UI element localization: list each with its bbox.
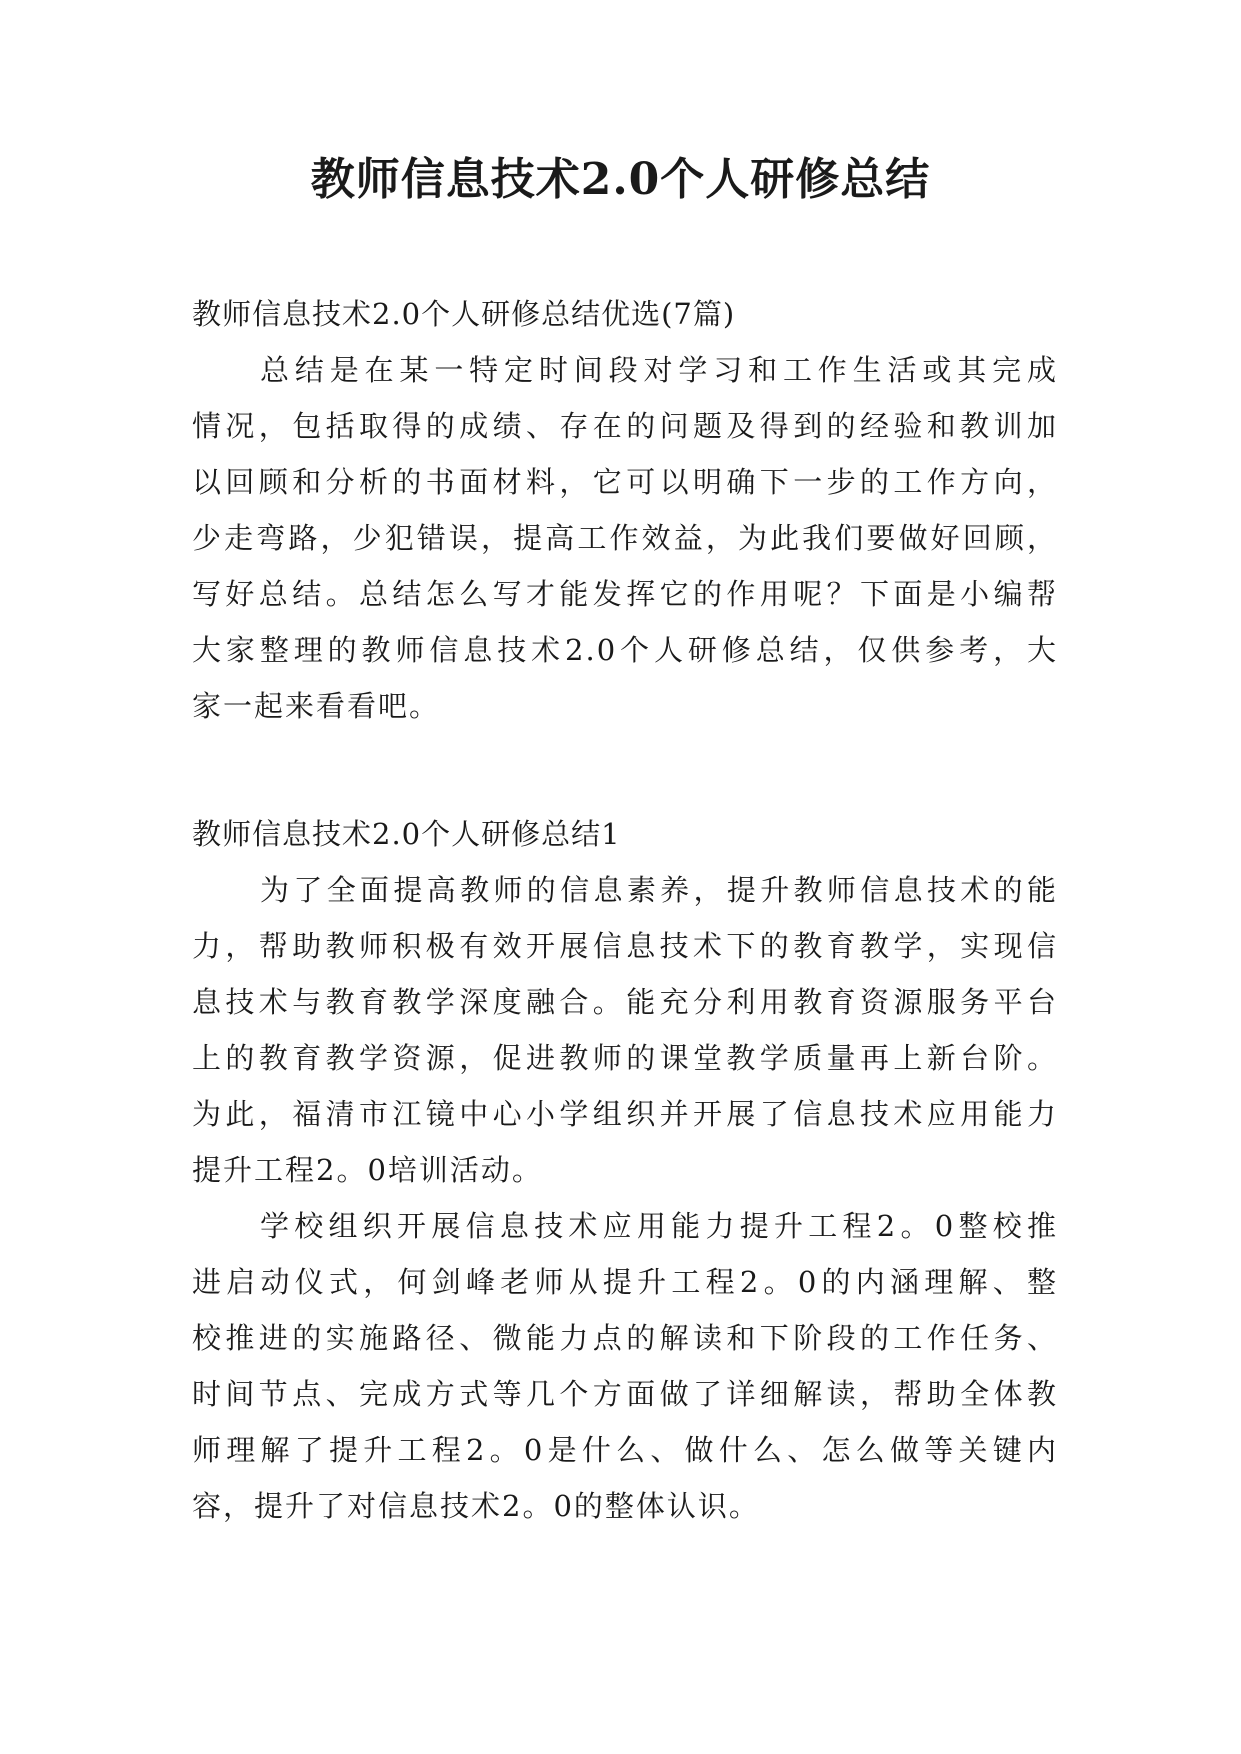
section-1 <box>192 806 1058 1534</box>
intro-line: 家一起来看看吧。 <box>192 689 441 723</box>
section-1-paragraph-2-line: 时间节点、完成方式等几个方面做了详细解读，帮助全体教 <box>192 1377 1058 1411</box>
section-1-paragraph-2-line: 学校组织开展信息技术应用能力提升工程2。0整校推 <box>260 1209 1058 1243</box>
document-title: 教师信息技术2.0个人研修总结 <box>310 154 931 205</box>
intro-line: 少走弯路，少犯错误，提高工作效益，为此我们要做好回顾， <box>192 521 1058 555</box>
section-1-paragraph-2-line: 师理解了提升工程2。0是什么、做什么、怎么做等关键内 <box>192 1433 1058 1467</box>
intro-line: 以回顾和分析的书面材料，它可以明确下一步的工作方向， <box>192 465 1058 499</box>
section-1-paragraph-1-line: 息技术与教育教学深度融合。能充分利用教育资源服务平台 <box>192 985 1058 1019</box>
intro-line: 大家整理的教师信息技术2.0个人研修总结，仅供参考，大 <box>192 633 1058 667</box>
section-1-paragraph-1-line: 为了全面提高教师的信息素养，提升教师信息技术的能 <box>260 873 1058 907</box>
section-1-paragraph-1-line: 为此，福清市江镜中心小学组织并开展了信息技术应用能力 <box>192 1097 1058 1131</box>
section-1-paragraph-1-line: 上的教育教学资源，促进教师的课堂教学质量再上新台阶。 <box>192 1041 1058 1075</box>
intro-section <box>192 286 1058 734</box>
section-1-paragraph-1-line: 力，帮助教师积极有效开展信息技术下的教育教学，实现信 <box>192 929 1058 963</box>
intro-heading: 教师信息技术2.0个人研修总结优选(7篇) <box>192 297 736 331</box>
section-1-paragraph-1-line: 提升工程2。0培训活动。 <box>192 1153 543 1187</box>
section-1-paragraph-2-line: 进启动仪式，何剑峰老师从提升工程2。0的内涵理解、整 <box>192 1265 1058 1299</box>
intro-line: 情况，包括取得的成绩、存在的问题及得到的经验和教训加 <box>192 409 1058 443</box>
section-1-paragraph-2-line: 容，提升了对信息技术2。0的整体认识。 <box>192 1489 760 1523</box>
section-1-heading: 教师信息技术2.0个人研修总结1 <box>192 817 621 851</box>
intro-line: 总结是在某一特定时间段对学习和工作生活或其完成 <box>260 353 1058 387</box>
intro-line: 写好总结。总结怎么写才能发挥它的作用呢？下面是小编帮 <box>192 577 1058 611</box>
section-1-paragraph-2-line: 校推进的实施路径、微能力点的解读和下阶段的工作任务、 <box>192 1321 1058 1355</box>
